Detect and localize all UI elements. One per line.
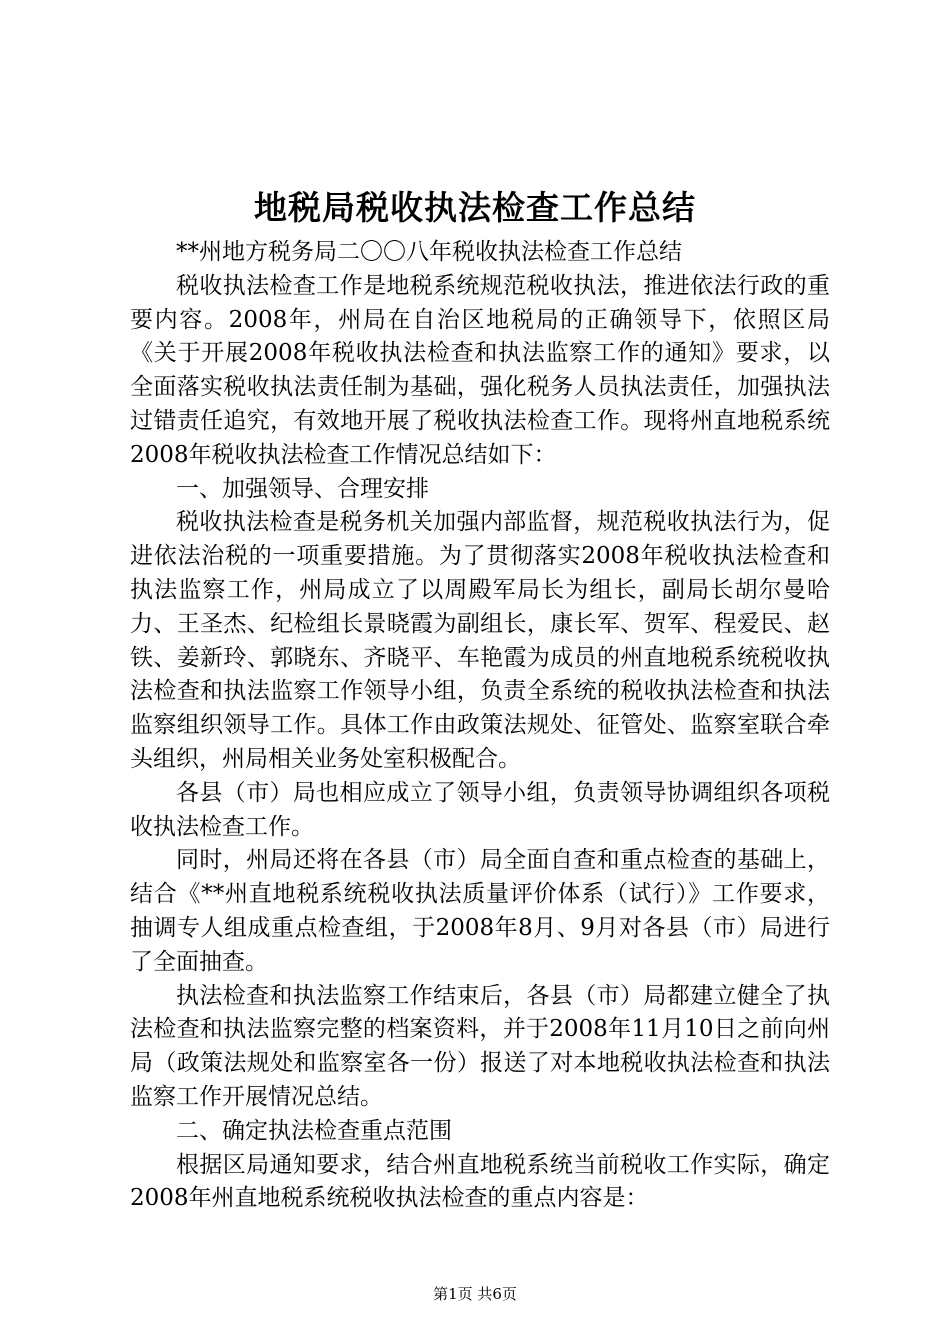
body-paragraph: 各县（市）局也相应成立了领导小组，负责领导协调组织各项税收执法检查工作。 — [130, 779, 830, 840]
subtitle-paragraph: **州地方税务局二〇〇八年税收执法检查工作总结 — [176, 239, 682, 265]
section-heading: 一、加强领导、合理安排 — [176, 475, 429, 502]
section-heading: 二、确定执法检查重点范围 — [176, 1117, 452, 1144]
document-title: 地税局税收执法检查工作总结 — [254, 188, 696, 227]
body-paragraph: 根据区局通知要求，结合州直地税系统当前税收工作实际，确定2008年州直地税系统税收执法检查的重点内容是： — [130, 1151, 830, 1212]
body-paragraph: 同时，州局还将在各县（市）局全面自查和重点检查的基础上，结合《**州直地税系统税收执法质量评价体系（试行）》工作要求，抽调专人组成重点检查组，于2008年8月、9月对各县（市）局进行了全面抽查。 — [130, 847, 830, 975]
body-paragraph: 执法检查和执法监察工作结束后，各县（市）局都建立健全了执法检查和执法监察完整的档案资料，并于2008年11月10日之前向州局（政策法规处和监察室各一份）报送了对本地税收执法检查和执法监察工作开展情况总结。 — [130, 982, 830, 1110]
document-body — [130, 236, 830, 1216]
body-paragraph: 税收执法检查工作是地税系统规范税收执法，推进依法行政的重要内容。2008年，州局在自治区地税局的正确领导下，依照区局《关于开展2008年税收执法检查和执法监察工作的通知》要求，以全面落实税收执法责任制为基础，强化税务人员执法责任，加强执法过错责任追究，有效地开展了税收执法检查工作。现将州直地税系统2008年税收执法检查工作情况总结如下： — [130, 272, 830, 468]
body-paragraph: 税收执法检查是税务机关加强内部监督，规范税收执法行为，促进依法治税的一项重要措施。为了贯彻落实2008年税收执法检查和执法监察工作，州局成立了以周殿军局长为组长，副局长胡尔曼哈力、王圣杰、纪检组长景晓霞为副组长，康长军、贺军、程爱民、赵铁、姜新玲、郭晓东、齐晓平、车艳霞为成员的州直地税系统税收执法检查和执法监察工作领导小组，负责全系统的税收执法检查和执法监察组织领导工作。具体工作由政策法规处、征管处、监察室联合牵头组织，州局相关业务处室积极配合。 — [130, 509, 830, 772]
page-number: 第1页 共6页 — [433, 1285, 517, 1303]
